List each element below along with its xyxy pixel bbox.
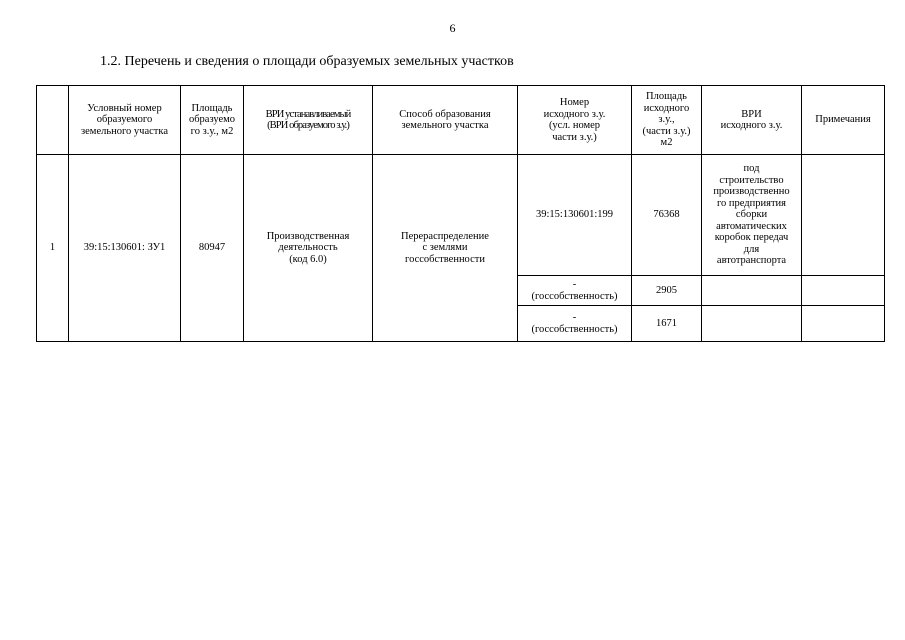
source-number-cell: 39:15:130601:199 <box>518 155 632 276</box>
source-vri-cell: под строительство производственно го предприятия сборки автоматических коробок передач для автотранспорта <box>702 155 802 276</box>
header-source-area: Площадь исходного з.у., (части з.у.) м2 <box>632 86 702 155</box>
header-source-number: Номер исходного з.у. (усл. номер части з.у.) <box>518 86 632 155</box>
source-number-cell: - (госсобственность) <box>518 306 632 342</box>
area-cell: 80947 <box>181 155 244 342</box>
header-notes: Примечания <box>802 86 885 155</box>
header-area: Площадь образуемо го з.у., м2 <box>181 86 244 155</box>
method-cell: Перераспределение с землями госсобственности <box>373 155 518 342</box>
header-index <box>37 86 69 155</box>
land-plots-table <box>36 85 885 342</box>
notes-cell <box>802 155 885 276</box>
header-source-vri: ВРИ исходного з.у. <box>702 86 802 155</box>
table-row <box>37 155 885 276</box>
source-area-cell: 2905 <box>632 276 702 306</box>
header-row <box>37 86 885 155</box>
notes-cell <box>802 276 885 306</box>
source-area-cell: 1671 <box>632 306 702 342</box>
source-area-cell: 76368 <box>632 155 702 276</box>
header-conditional-number: Условный номер образуемого земельного участка <box>69 86 181 155</box>
section-title: 1.2. Перечень и сведения о площади образуемых земельных участков <box>100 54 514 69</box>
row-number: 1 <box>37 155 69 342</box>
conditional-number-cell: 39:15:130601: ЗУ1 <box>69 155 181 342</box>
vri-cell: Производственная деятельность (код 6.0) <box>244 155 373 342</box>
source-vri-cell <box>702 306 802 342</box>
header-method: Способ образования земельного участка <box>373 86 518 155</box>
page-number: 6 <box>449 21 456 35</box>
source-number-cell: - (госсобственность) <box>518 276 632 306</box>
source-vri-cell <box>702 276 802 306</box>
header-vri: ВРИ устанавливаемый (ВРИ образуемого з.у.) <box>244 86 373 155</box>
notes-cell <box>802 306 885 342</box>
